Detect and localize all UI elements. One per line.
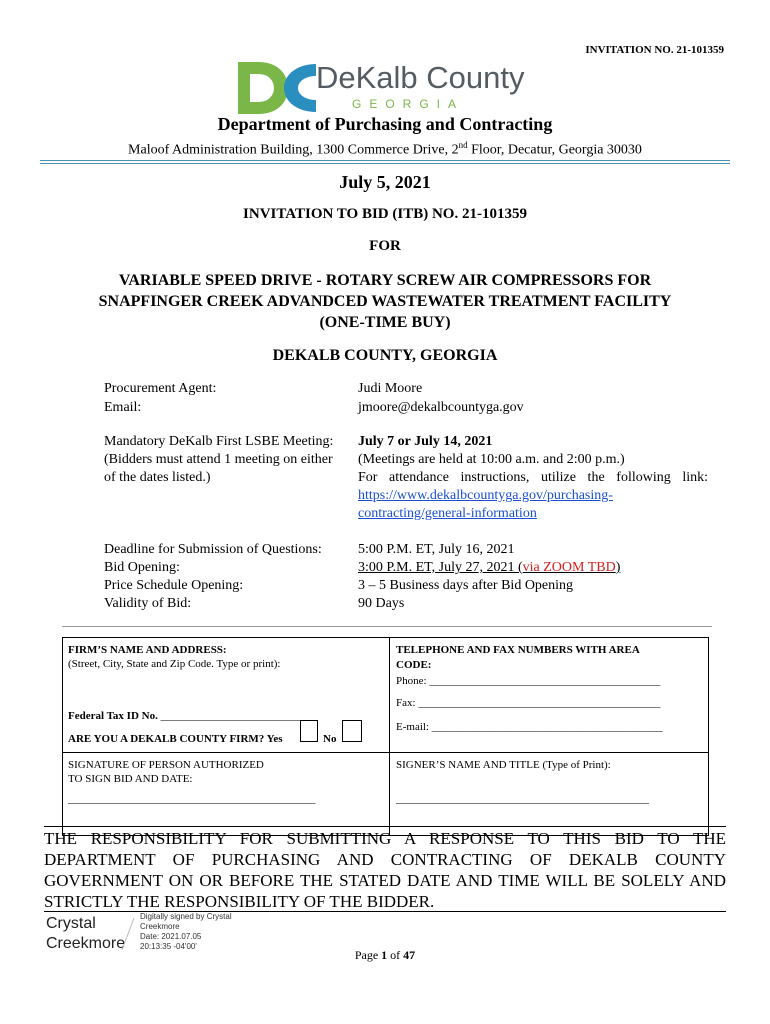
signature-detail: 20:13:35 -04'00' xyxy=(140,942,197,951)
phone-field[interactable] xyxy=(396,674,660,689)
price-schedule-value: 3 – 5 Business days after Bid Opening xyxy=(358,578,574,593)
signature-label: TO SIGN BID AND DATE: xyxy=(68,773,193,785)
page-prefix: Page xyxy=(354,948,382,962)
itb-number: INVITATION TO BID (ITB) NO. 21-101359 xyxy=(243,206,527,222)
tax-id-label: Federal Tax ID No. xyxy=(68,710,158,722)
statement-rule xyxy=(44,826,726,827)
form-email-label: E-mail: xyxy=(396,721,429,733)
page-of: of xyxy=(387,948,404,962)
no-label: No xyxy=(323,733,337,745)
meeting-times: (Meetings are held at 10:00 a.m. and 2:00 p.m.) xyxy=(358,452,625,467)
signature-detail: Date: 2021.07.05 xyxy=(140,932,202,941)
page-total: 47 xyxy=(403,948,416,962)
invitation-number: INVITATION NO. 21-101359 xyxy=(585,44,724,56)
signer-label: SIGNER’S NAME AND TITLE (Type of Print): xyxy=(396,759,611,771)
phone-fax-header: CODE: xyxy=(396,659,432,671)
section-divider xyxy=(62,626,712,627)
responsibility-statement: THE RESPONSIBILITY FOR SUBMITTING A RESPONSE TO THIS BID TO THE DEPARTMENT OF PURCHASING AND CONTRACTING OF DEKALB COUNTY GOVERNMENT ON OR BEFORE THE STATED DATE AND TIME WILL BE SOLELY AND STRICTLY THE RESPONSIBILITY OF THE BIDDER. xyxy=(44,829,726,911)
email-field[interactable] xyxy=(396,720,663,735)
bid-opening-label: Bid Opening: xyxy=(104,560,180,575)
firm-name-sublabel: (Street, City, State and Zip Code. Type or print): xyxy=(68,658,281,670)
agent-value: Judi Moore xyxy=(358,381,423,396)
yes-checkbox[interactable] xyxy=(300,720,318,742)
form-divider xyxy=(62,752,709,753)
county-heading: DEKALB COUNTY, GEORGIA xyxy=(272,347,498,364)
fax-field[interactable] xyxy=(396,696,660,711)
signature-last-name: Creekmore xyxy=(46,935,126,952)
meeting-instructions: For attendance instructions, utilize the following link: xyxy=(358,470,708,485)
meeting-dates: July 7 or July 14, 2021 xyxy=(358,434,493,449)
page-number xyxy=(0,948,770,963)
signature-mark-icon xyxy=(118,916,138,952)
header-rule xyxy=(40,163,730,164)
fax-label: Fax: xyxy=(396,697,416,709)
meeting-link[interactable]: https://www.dekalbcountyga.gov/purchasing- xyxy=(358,488,613,503)
department-address xyxy=(0,140,770,159)
fax-blank: ____________________________________________ xyxy=(418,697,661,709)
form-divider xyxy=(389,637,390,836)
signature-detail: Creekmore xyxy=(140,922,180,931)
signature-detail: Digitally signed by Crystal xyxy=(140,912,232,921)
email-value: jmoore@dekalbcountyga.gov xyxy=(358,400,524,415)
questions-label: Deadline for Submission of Questions: xyxy=(104,542,322,557)
bid-opening-zoom: via ZOOM TBD xyxy=(522,560,616,575)
phone-fax-header: TELEPHONE AND FAX NUMBERS WITH AREA xyxy=(396,644,640,656)
address-part-2: Floor, Decatur, Georgia 30030 xyxy=(467,142,642,158)
signer-field[interactable]: ______________________________________________ xyxy=(396,793,649,805)
bid-opening-time: 3:00 P.M. ET, July 27, 2021 ( xyxy=(358,560,523,575)
project-title-line: SNAPFINGER CREEK ADVANDCED WASTEWATER TREATMENT FACILITY xyxy=(98,293,672,310)
logo-wordmark: DeKalb County xyxy=(316,60,525,95)
questions-deadline: 5:00 P.M. ET, July 16, 2021 xyxy=(358,542,515,557)
digital-signature-details xyxy=(140,912,232,952)
tax-id-field[interactable] xyxy=(68,709,309,724)
project-title-line: (ONE-TIME BUY) xyxy=(319,314,451,331)
signature-label: SIGNATURE OF PERSON AUTHORIZED xyxy=(68,759,264,771)
project-title-line: VARIABLE SPEED DRIVE - ROTARY SCREW AIR COMPRESSORS FOR xyxy=(118,272,652,289)
meeting-label: (Bidders must attend 1 meeting on either xyxy=(104,452,333,467)
firm-name-label: FIRM’S NAME AND ADDRESS: xyxy=(68,644,227,656)
address-superscript: nd xyxy=(458,140,468,150)
header-rule xyxy=(40,160,730,161)
meeting-link[interactable]: contracting/general-information xyxy=(358,506,537,521)
email-label: Email: xyxy=(104,400,142,415)
document-date: July 5, 2021 xyxy=(339,172,431,192)
phone-blank: __________________________________________ xyxy=(429,675,661,687)
department-title: Department of Purchasing and Contracting xyxy=(217,114,553,134)
signature-field[interactable]: _____________________________________________ xyxy=(68,793,316,805)
validity-label: Validity of Bid: xyxy=(104,596,192,611)
meeting-label: Mandatory DeKalb First LSBE Meeting: xyxy=(104,434,334,449)
page-current: 1 xyxy=(381,948,388,962)
address-part-1: Maloof Administration Building, 1300 Commerce Drive, 2 xyxy=(128,142,459,158)
meeting-label: of the dates listed.) xyxy=(104,470,211,485)
dekalb-firm-question: ARE YOU A DEKALB COUNTY FIRM? Yes xyxy=(68,733,283,745)
tax-id-blank: ___________________________ xyxy=(160,710,310,722)
bid-opening-close: ) xyxy=(615,560,621,575)
price-schedule-label: Price Schedule Opening: xyxy=(104,578,244,593)
for-label: FOR xyxy=(369,238,401,254)
agent-label: Procurement Agent: xyxy=(104,381,217,396)
validity-value: 90 Days xyxy=(358,596,405,611)
form-email-blank: __________________________________________ xyxy=(431,721,663,733)
phone-label: Phone: xyxy=(396,675,427,687)
logo-state: GEORGIA xyxy=(352,97,465,111)
no-checkbox[interactable] xyxy=(342,720,362,742)
bid-opening-value xyxy=(358,559,620,577)
signature-first-name: Crystal xyxy=(46,915,96,932)
